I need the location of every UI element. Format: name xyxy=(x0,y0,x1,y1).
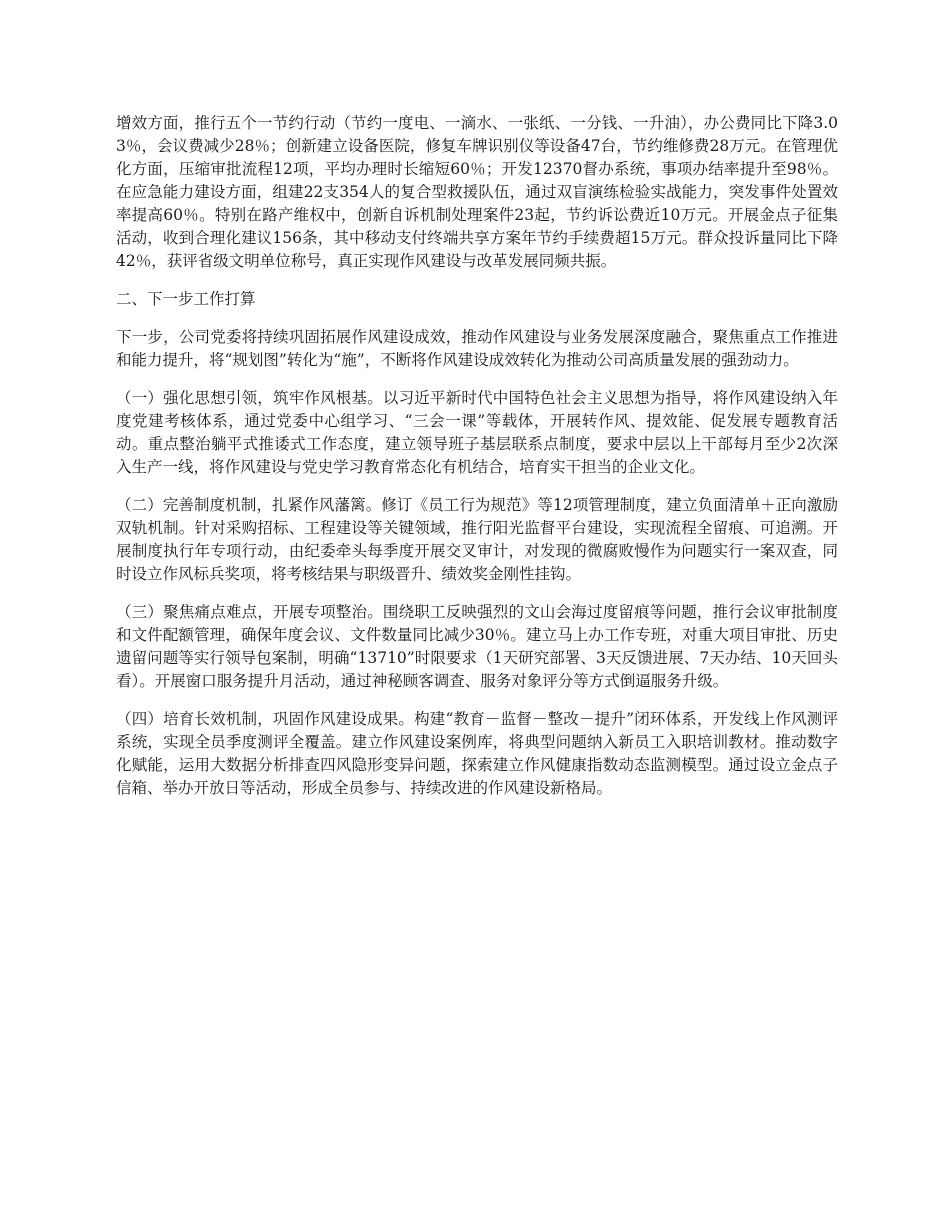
section-heading-next-steps: 二、下一步工作打算 xyxy=(116,290,256,308)
paragraph-achievements: 增效方面，推行五个一节约行动（节约一度电、一滴水、一张纸、一分钱、一升油），办公费同比下降3.03％，会议费减少28％；创新建立设备医院，修复车牌识别仪等设备47台，节约维修费28万元。在管理优化方面，压缩审批流程12项，平均办理时长缩短60％；开发12370督办系统，事项办结率提升至98％。在应急能力建设方面，组建22支354人的复合型救援队伍，通过双盲演练检验实战能力，突发事件处置效率提高60％。特别在路产维权中，创新自诉机制处理案件23起，节约诉讼费近10万元。开展金点子征集活动，收到合理化建议156条，其中移动支付终端共享方案年节约手续费超15万元。群众投诉量同比下降42％，获评省级文明单位称号，真正实现作风建设与改革发展同频共振。 xyxy=(116,114,838,270)
document-body xyxy=(116,112,838,815)
paragraph-next-steps-intro: 下一步，公司党委将持续巩固拓展作风建设成效，推动作风建设与业务发展深度融合，聚焦重点工作推进和能力提升，将“规划图”转化为“施”，不断将作风建设成效转化为推动公司高质量发展的强劲动力。 xyxy=(116,328,838,369)
paragraph-item-4: （四）培育长效机制，巩固作风建设成果。构建“教育－监督－整改－提升”闭环体系，开发线上作风测评系统，实现全员季度测评全覆盖。建立作风建设案例库，将典型问题纳入新员工入职培训教材。推动数字化赋能，运用大数据分析排查四风隐形变异问题，探索建立作风健康指数动态监测模型。通过设立金点子信箱、举办开放日等活动，形成全员参与、持续改进的作风建设新格局。 xyxy=(116,710,838,797)
paragraph-item-3: （三）聚焦痛点难点，开展专项整治。围绕职工反映强烈的文山会海过度留痕等问题，推行会议审批制度和文件配额管理，确保年度会议、文件数量同比减少30％。建立马上办工作专班，对重大项目审批、历史遗留问题等实行领导包案制，明确“13710”时限要求（1天研究部署、3天反馈进展、7天办结、10天回头看）。开展窗口服务提升月活动，通过神秘顾客调查、服务对象评分等方式倒逼服务升级。 xyxy=(116,603,838,690)
paragraph-item-2: （二）完善制度机制，扎紧作风藩篱。修订《员工行为规范》等12项管理制度，建立负面清单＋正向激励双轨机制。针对采购招标、工程建设等关键领域，推行阳光监督平台建设，实现流程全留痕、可追溯。开展制度执行年专项行动，由纪委牵头每季度开展交叉审计，对发现的微腐败慢作为问题实行一案双查，同时设立作风标兵奖项，将考核结果与职级晋升、绩效奖金刚性挂钩。 xyxy=(116,496,838,583)
paragraph-item-1: （一）强化思想引领，筑牢作风根基。以习近平新时代中国特色社会主义思想为指导，将作风建设纳入年度党建考核体系，通过党委中心组学习、“三会一课”等载体，开展转作风、提效能、促发展专题教育活动。重点整治躺平式推诿式工作态度，建立领导班子基层联系点制度，要求中层以上干部每月至少2次深入生产一线，将作风建设与党史学习教育常态化有机结合，培育实干担当的企业文化。 xyxy=(116,389,838,476)
